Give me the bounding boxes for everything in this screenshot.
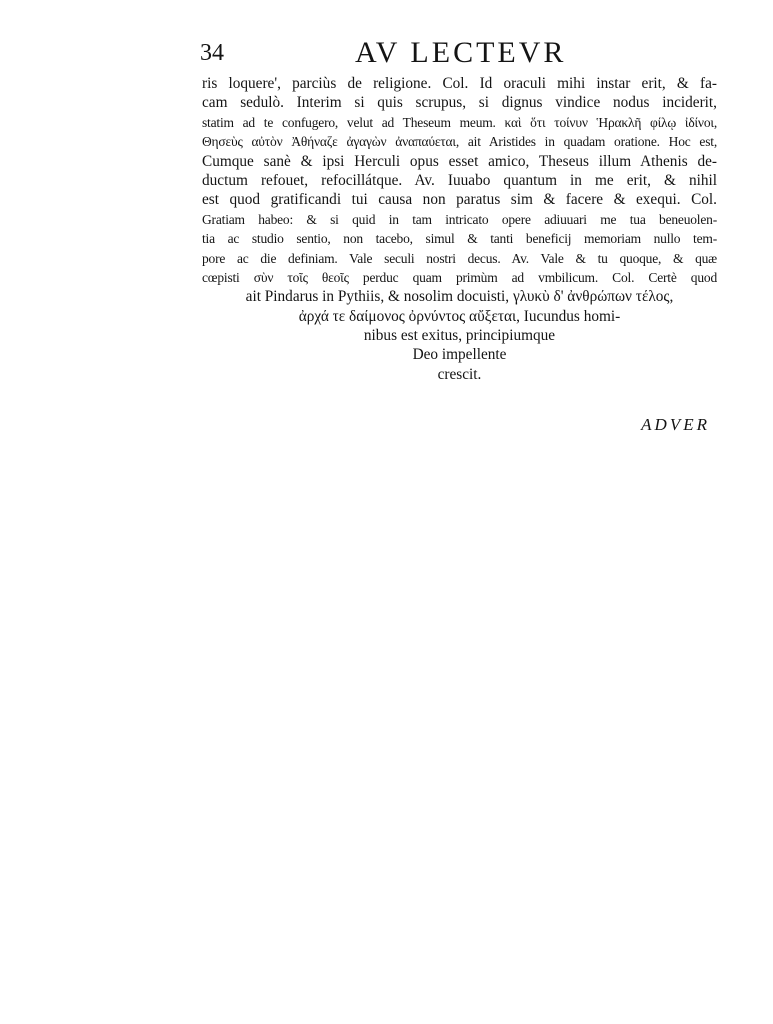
running-head: AV LECTEVR (355, 36, 567, 69)
text-line: ἀρχά τε δαίμονος ὀρνύντος αὔξεται, Iucundus homi- (298, 307, 621, 325)
text-line: cam sedulò. Interim si quis scrupus, si dignus vindice nodus inciderit, (202, 94, 717, 112)
text-line: Cumque sanè & ipsi Herculi opus esset amico, Theseus illum Athenis de- (202, 152, 717, 170)
text-line: tia ac studio sentio, non tacebo, simul & tanti beneficij memoriam nullo tem- (202, 231, 717, 247)
text-line: Deo impellente (412, 346, 507, 364)
body-text (202, 74, 717, 384)
text-line: crescit. (437, 365, 482, 383)
text-line: cœpisti σὺν τοῖς θεοῖς perduc quam primùm ad vmbilicum. Col. Certè quod (202, 269, 717, 285)
text-line: ductum refouet, refocillátque. Av. Iuuabo quantum in me erit, & nihil (202, 171, 717, 189)
text-line: nibus est exitus, principiumque (363, 327, 556, 345)
page-header (200, 36, 720, 70)
text-line: ait Pindarus in Pythiis, & nosolim docuisti, γλυκὺ δ' ἀνθρώπων τέλος, (245, 288, 674, 306)
text-line: Gratiam habeo: & si quid in tam intricato opere adiuuari me tua beneuolen- (202, 211, 717, 227)
text-line: est quod gratificandi tui causa non paratus sim & facere & exequi. Col. (202, 191, 717, 209)
catchword: ADVER (641, 415, 710, 434)
text-line: statim ad te confugero, velut ad Theseum meum. καὶ ὅτι τοίνυν Ἡρακλῆ φίλῳ ἰδίνοι, (202, 114, 717, 130)
page-number: 34 (200, 40, 224, 66)
text-line: ris loquere', parciùs de religione. Col. Id oraculi mihi instar erit, & fa- (202, 75, 717, 92)
text-line: Θησεὺς αὐτὸν Ἀθήναζε ἀγαγὼν ἀναπαύεται, ait Aristides in quadam oratione. Hoc est, (202, 134, 717, 150)
text-line: pore ac die definiam. Vale seculi nostri decus. Av. Vale & tu quoque, & quæ (202, 250, 717, 266)
